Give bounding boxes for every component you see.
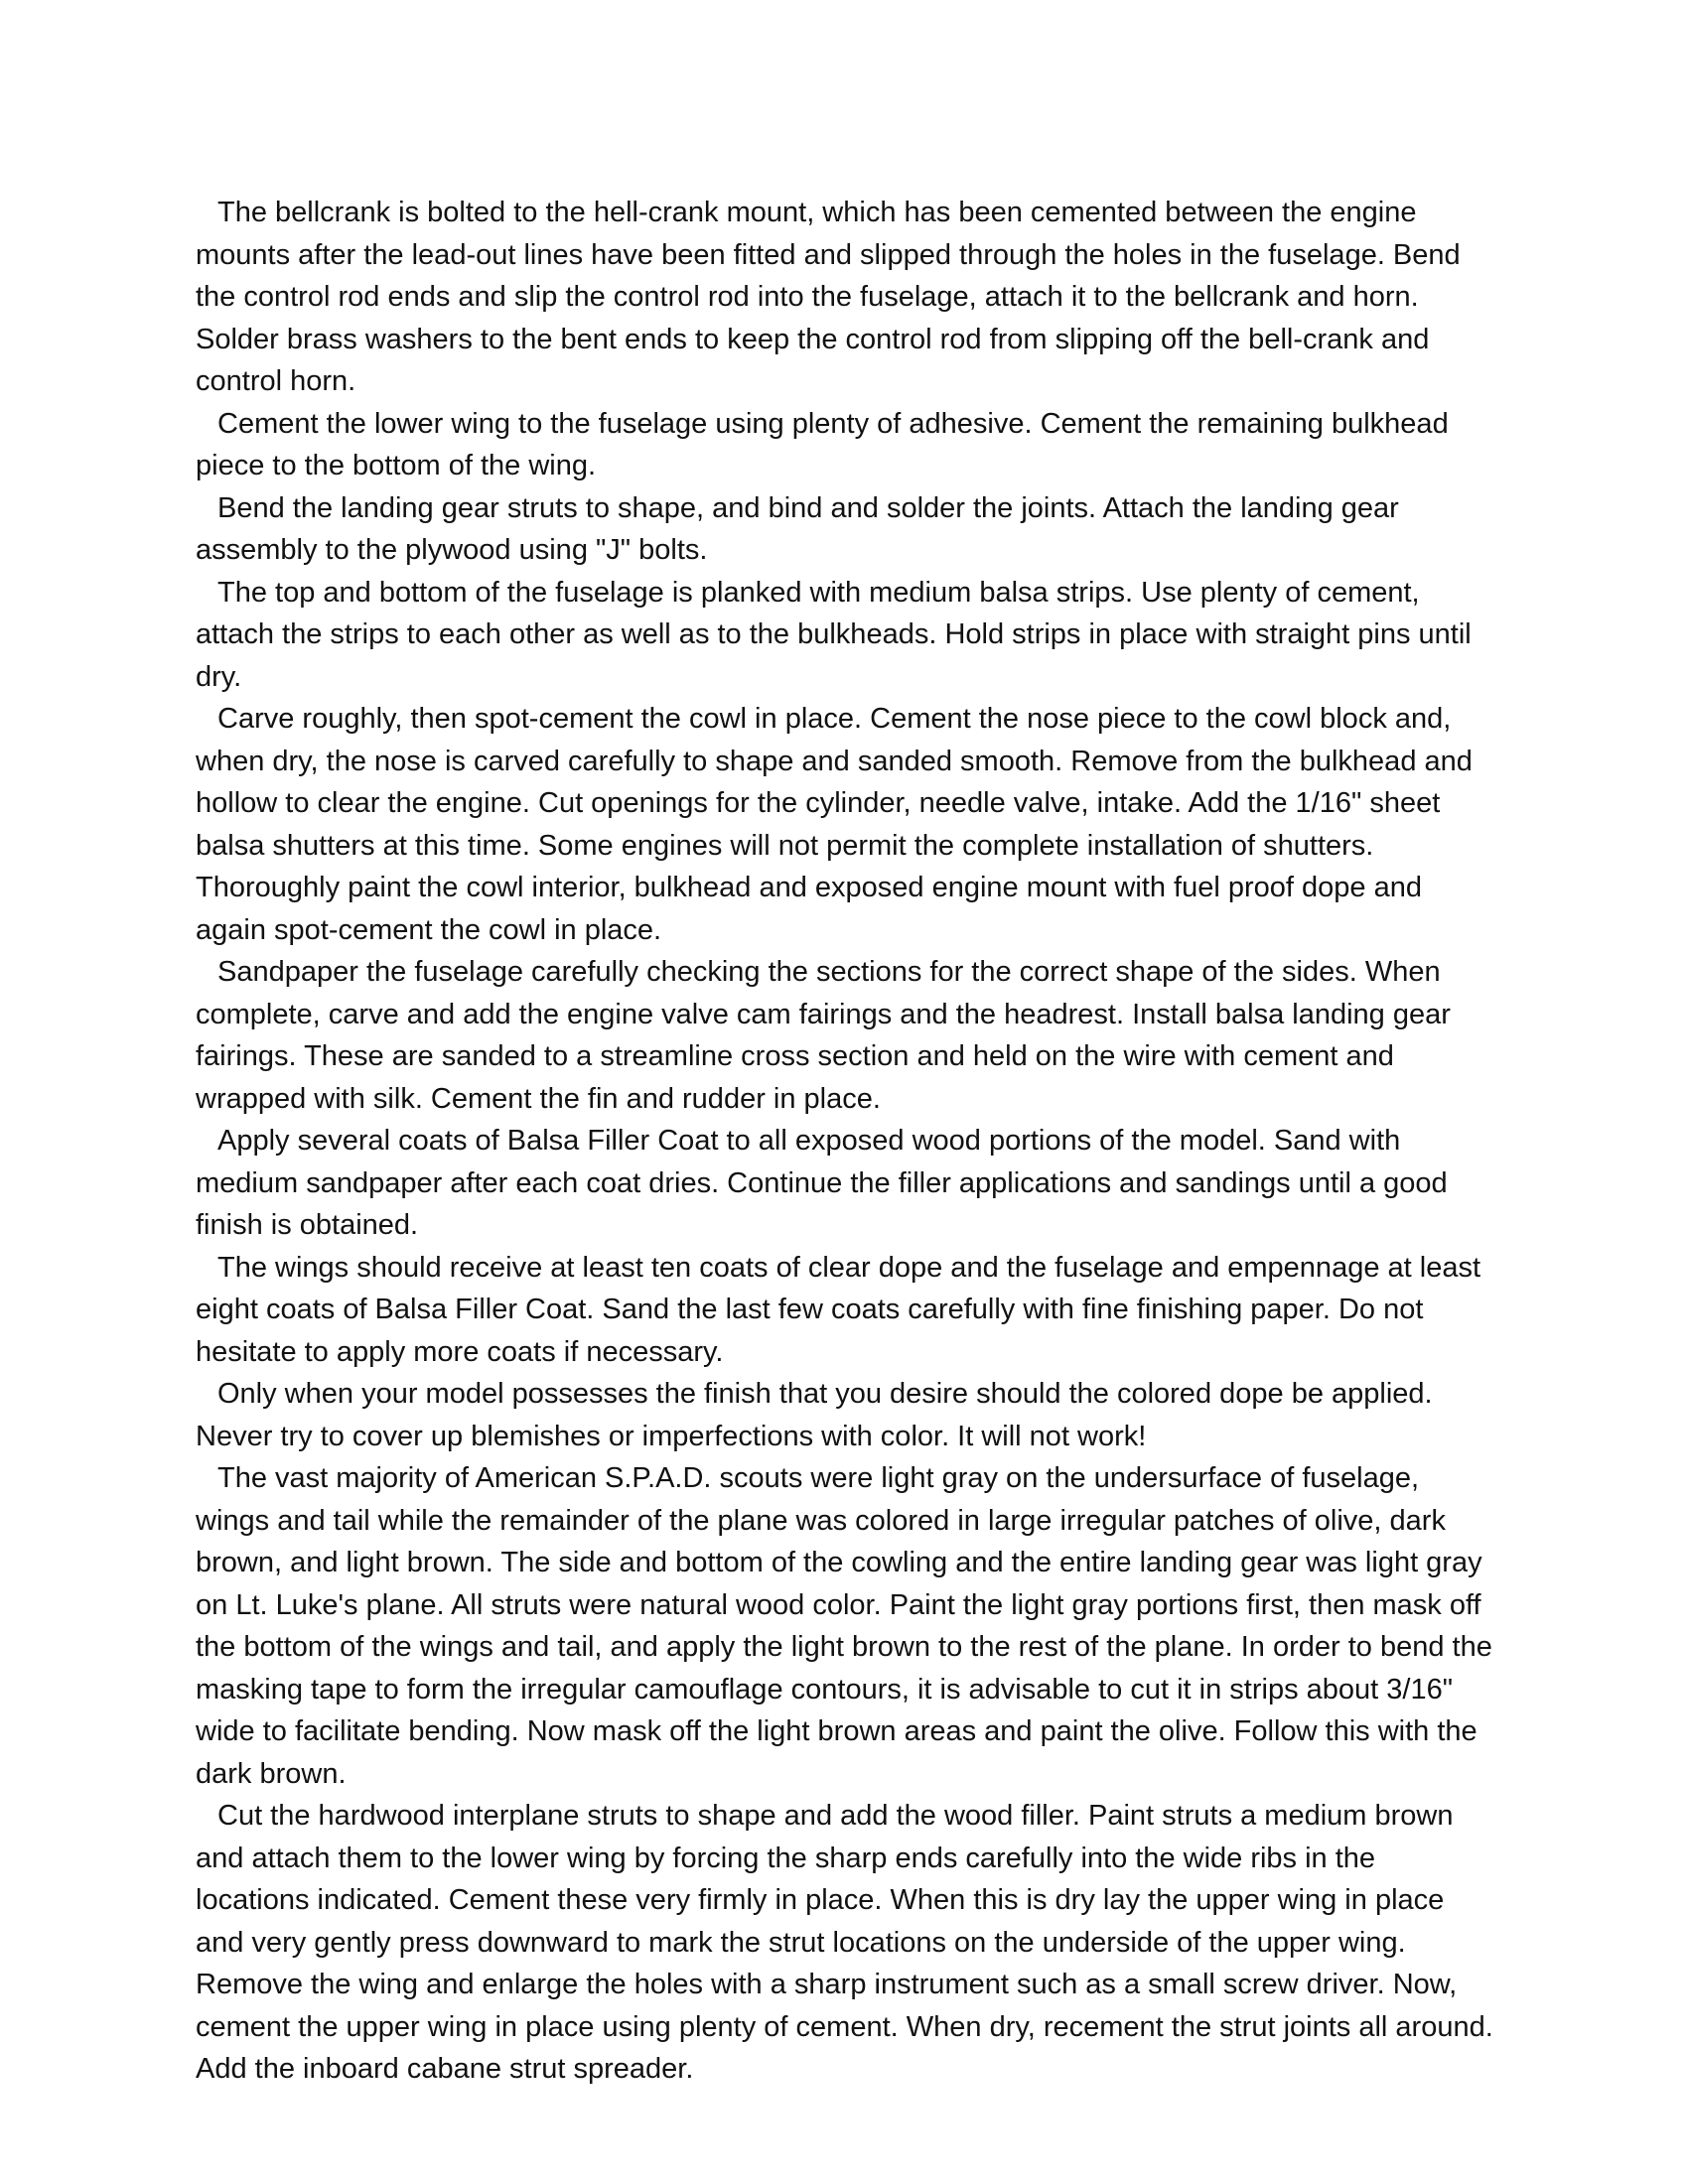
paragraph-dope-coats: The wings should receive at least ten coats of clear dope and the fuselage and empennage at least eight coats of Balsa Filler Coat. Sand the last few coats carefully with fine finishing paper. Do not hesitate to apply more coats if necessary. [196, 1251, 1481, 1368]
paragraph-sandpaper: Sandpaper the fuselage carefully checking the sections for the correct shape of the sides. When complete, carve and add the engine valve cam fairings and the headrest. Install balsa landing gear fairings. These are sanded to a streamline cross section and held on the wire with cement and wrapped with silk. Cement the fin and rudder in place. [196, 956, 1451, 1115]
paragraph-lower-wing: Cement the lower wing to the fuselage using plenty of adhesive. Cement the remaining bulkhead piece to the bottom of the wing. [196, 407, 1449, 481]
document-page [196, 192, 1496, 2091]
paragraph-fuselage-planking: The top and bottom of the fuselage is planked with medium balsa strips. Use plenty of cement, attach the strips to each other as well as to the bulkheads. Hold strips in place with straight pins until dry. [196, 576, 1472, 693]
paragraph-camouflage: The vast majority of American S.P.A.D. scouts were light gray on the undersurface of fuselage, wings and tail while the remainder of the plane was colored in large irregular patches of olive, dark brown, and light brown. The side and bottom of the cowling and the entire landing gear was light gray on Lt. Luke's plane. All struts were natural wood color. Paint the light gray portions first, then mask off the bottom of the wings and tail, and apply the light brown to the rest of the plane. In order to bend the masking tape to form the irregular camouflage contours, it is advisable to cut it in strips about 3/16" wide to facilitate bending. Now mask off the light brown areas and paint the olive. Follow this with the dark brown. [196, 1462, 1492, 1790]
paragraph-colored-dope: Only when your model possesses the finish that you desire should the colored dope be applied. Never try to cover up blemishes or imperfections with color. It will not work! [196, 1378, 1433, 1452]
paragraph-filler-coat: Apply several coats of Balsa Filler Coat to all exposed wood portions of the model. Sand with medium sandpaper after each coat dries. Continue the filler applications and sandings until a good finish is obtained. [196, 1125, 1448, 1241]
paragraph-cowl: Carve roughly, then spot-cement the cowl in place. Cement the nose piece to the cowl block and, when dry, the nose is carved carefully to shape and sanded smooth. Remove from the bulkhead and hollow to clear the engine. Cut openings for the cylinder, needle valve, intake. Add the 1/16" sheet balsa shutters at this time. Some engines will not permit the complete installation of shutters. Thoroughly paint the cowl interior, bulkhead and exposed engine mount with fuel proof dope and again spot-cement the cowl in place. [196, 703, 1473, 946]
paragraph-landing-gear: Bend the landing gear struts to shape, and bind and solder the joints. Attach the landing gear assembly to the plywood using "J" bolts. [196, 491, 1399, 566]
paragraph-control-rod: The bellcrank is bolted to the hell-crank mount, which has been cemented between the engine mounts after the lead-out lines have been fitted and slipped through the holes in the fuselage. Bend the control rod ends and slip the control rod into the fuselage, attach it to the bellcrank and horn. Solder brass washers to the bent ends to keep the control rod from slipping off the bell-crank and control horn. [196, 197, 1461, 397]
paragraph-interplane-struts: Cut the hardwood interplane struts to shape and add the wood filler. Paint struts a medium brown and attach them to the lower wing by forcing the sharp ends carefully into the wide ribs in the locations indicated. Cement these very firmly in place. When this is dry lay the upper wing in place and very gently press downward to mark the strut locations on the underside of the upper wing. Remove the wing and enlarge the holes with a sharp instrument such as a small screw driver. Now, cement the upper wing in place using plenty of cement. When dry, recement the strut joints all around. Add the inboard cabane strut spreader. [196, 1800, 1493, 2085]
